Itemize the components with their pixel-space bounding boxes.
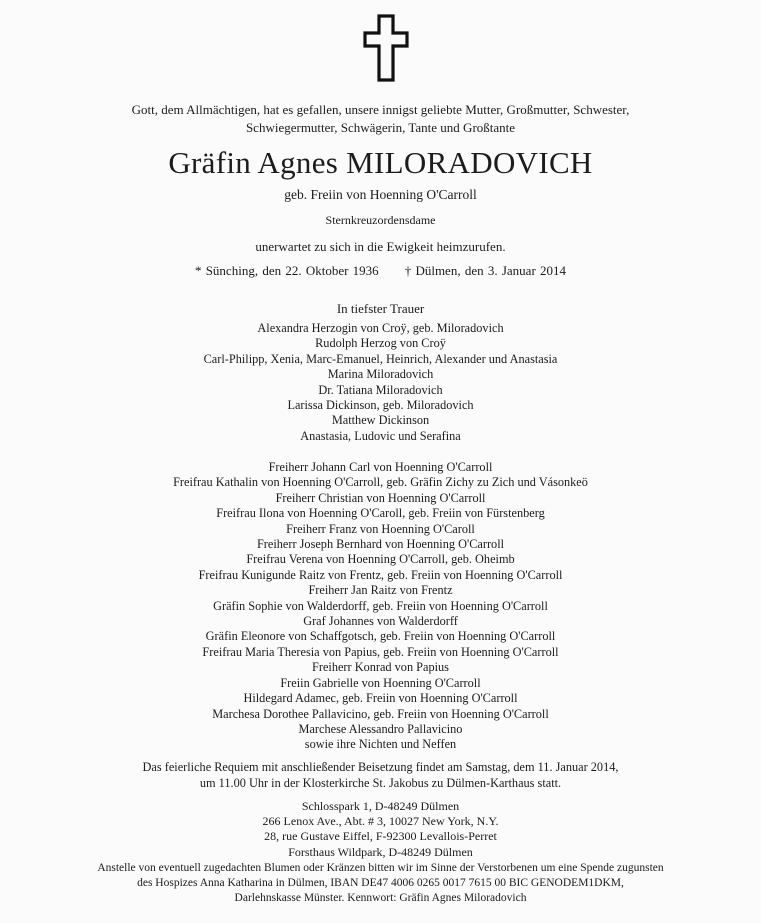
order-title: Sternkreuzordensdame	[325, 213, 436, 227]
family-member: Marina Miloradovich	[327, 367, 434, 382]
family-list-close	[0, 321, 761, 444]
intro-line: Gott, dem Allmächtigen, hat es gefallen, unsere innigst geliebte Mutter, Großmutter, Schwester,	[131, 102, 630, 117]
address-line: 266 Lenox Ave., Abt. # 3, 10027 New York, N.Y.	[262, 814, 499, 829]
family-member: Marchese Alessandro Pallavicino	[298, 721, 463, 736]
called-text: unerwartet zu sich in die Ewigkeit heimzurufen.	[255, 239, 506, 254]
mourning-heading: In tiefster Trauer	[336, 301, 425, 316]
birth-name: geb. Freiin von Hoenning O'Carroll	[284, 187, 477, 202]
family-member: Matthew Dickinson	[331, 413, 430, 428]
family-member: Alexandra Herzogin von Croÿ, geb. Miloradovich	[257, 321, 504, 335]
donation-line: Anstelle von eventuell zugedachten Blumen oder Kränzen bitten wir im Sinne der Verstorbenen um eine Spende zugunsten	[97, 862, 664, 874]
family-member: Freiherr Jan Raitz von Frentz	[308, 583, 453, 598]
requiem-line: um 11.00 Uhr in der Klosterkirche St. Jakobus zu Dülmen-Karthaus statt.	[199, 776, 562, 790]
family-member: Hildegard Adamec, geb. Freiin von Hoenning O'Carroll	[243, 691, 518, 706]
family-member: Graf Johannes von Walderdorff	[303, 614, 458, 629]
family-member: Carl-Philipp, Xenia, Marc-Emanuel, Heinrich, Alexander und Anastasia	[203, 351, 558, 366]
family-member: Dr. Tatiana Miloradovich	[318, 382, 443, 397]
family-member: Freiherr Konrad von Papius	[312, 660, 449, 675]
address-line: Schlosspark 1, D-48249 Dülmen	[301, 799, 460, 813]
family-member: Larissa Dickinson, geb. Miloradovich	[287, 398, 474, 413]
birth-date: * Sünching, den 22. Oktober 1936	[194, 263, 379, 278]
family-member: Gräfin Eleonore von Schaffgotsch, geb. Freiin von Hoenning O'Carroll	[205, 629, 556, 644]
life-dates	[0, 262, 761, 280]
cross-icon	[363, 14, 409, 82]
family-member: Marchesa Dorothee Pallavicino, geb. Freiin von Hoenning O'Carroll	[212, 706, 549, 721]
death-date: † Dülmen, den 3. Januar 2014	[404, 263, 567, 278]
requiem-line: Das feierliche Requiem mit anschließender Beisetzung findet am Samstag, dem 11. Januar 2014,	[142, 760, 619, 774]
requiem-info	[0, 759, 761, 791]
family-member: Gräfin Sophie von Walderdorff, geb. Freiin von Hoenning O'Carroll	[213, 598, 548, 613]
family-member: Anastasia, Ludovic und Serafina	[300, 428, 461, 443]
family-member: Freifrau Verena von Hoenning O'Carroll, geb. Oheimb	[246, 552, 515, 567]
address-line: Forsthaus Wildpark, D-48249 Dülmen	[288, 844, 473, 859]
family-member: Freiherr Joseph Bernhard von Hoenning O'Carroll	[256, 537, 505, 552]
intro-line: Schwiegermutter, Schwägerin, Tante und Großtante	[245, 120, 516, 135]
family-member: Freiherr Johann Carl von Hoenning O'Carroll	[268, 460, 493, 474]
family-member: Freiin Gabrielle von Hoenning O'Carroll	[280, 675, 481, 690]
family-member: Rudolph Herzog von Croÿ	[315, 336, 446, 351]
donation-note	[0, 861, 761, 906]
deceased-name: Gräfin Agnes MILORADOVICH	[168, 145, 593, 180]
family-member: Freiherr Christian von Hoenning O'Carroll	[275, 490, 486, 505]
family-member: Freifrau Ilona von Hoenning O'Caroll, geb. Freiin von Fürstenberg	[216, 506, 545, 521]
intro-text	[0, 101, 761, 137]
donation-line: Darlehnskasse Münster. Kennwort: Gräfin Agnes Miloradovich	[234, 892, 527, 904]
address-line: 28, rue Gustave Eiffel, F-92300 Levallois-Perret	[264, 829, 497, 844]
donation-line: des Hospizes Anna Katharina in Dülmen, IBAN DE47 4006 0265 0017 7615 00 BIC GENODEM1DKM,	[137, 877, 624, 889]
family-member: Freiherr Franz von Hoenning O'Caroll	[286, 521, 475, 536]
family-member: Freifrau Kunigunde Raitz von Frentz, geb. Freiin von Hoenning O'Carroll	[198, 567, 563, 582]
addresses	[0, 799, 761, 860]
family-member: Freifrau Maria Theresia von Papius, geb. Freiin von Hoenning O'Carroll	[202, 644, 559, 659]
family-member: sowie ihre Nichten und Neffen	[304, 737, 457, 752]
family-member: Freifrau Kathalin von Hoenning O'Carroll, geb. Gräfin Zichy zu Zich und Vásonkeö	[173, 475, 588, 490]
family-list-siblings	[0, 460, 761, 753]
